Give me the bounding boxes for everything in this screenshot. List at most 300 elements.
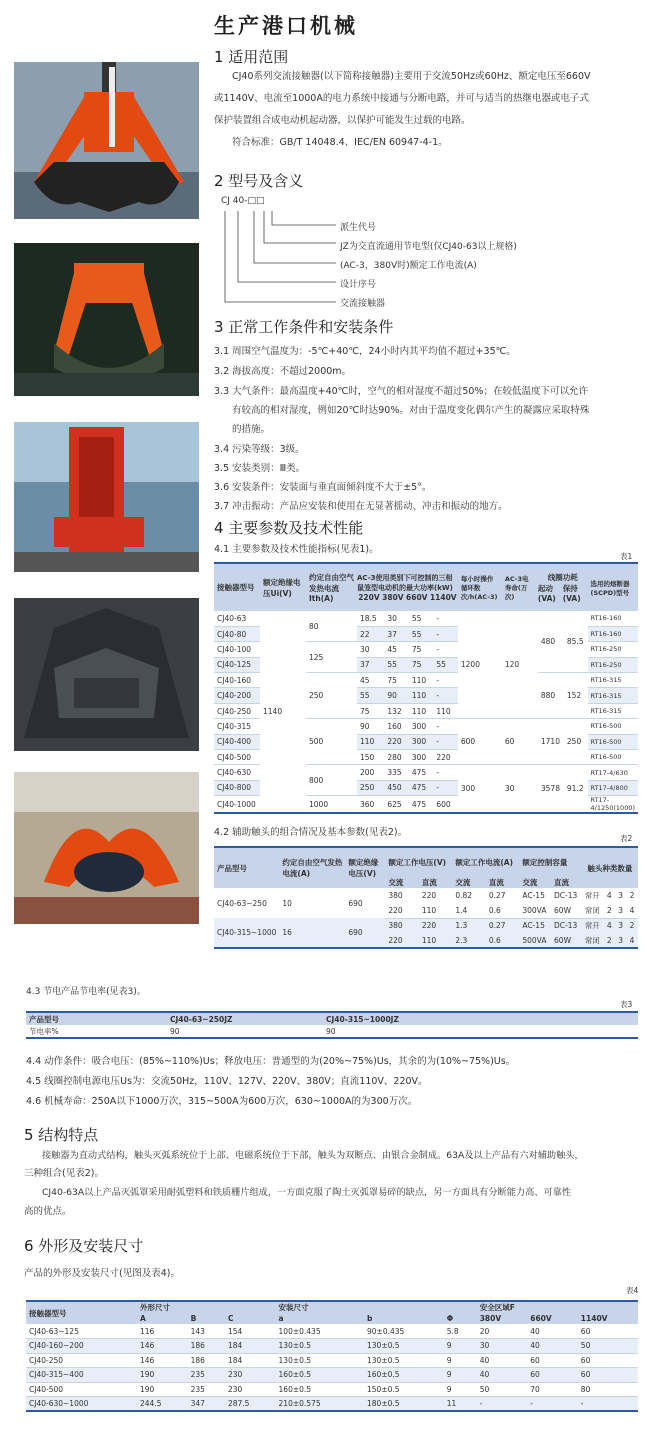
t1-fuse: RT16-500 <box>588 750 638 765</box>
t4-cell: 146 <box>137 1353 188 1368</box>
t1-model: CJ40-125 <box>214 657 260 672</box>
t2-cell: 220 <box>385 903 418 918</box>
t4-cell: 80 <box>578 1382 638 1397</box>
table-1 <box>214 562 638 814</box>
model-label-4: 设计序号 <box>340 280 377 290</box>
t2-cell: 500VA <box>519 933 551 948</box>
t2-cell: 690 <box>348 898 363 908</box>
t4-cell: 40 <box>477 1368 528 1383</box>
t2-h-model: 产品型号 <box>217 863 247 873</box>
t1-fuse: RT16-315 <box>588 673 638 688</box>
t2-cell: 220 <box>421 921 437 931</box>
t4-cell: 210±0.575 <box>276 1397 364 1412</box>
t2-h-cap: 额定控制容量 <box>522 858 568 867</box>
t4-col: a <box>278 1314 284 1323</box>
t1-p660: 300 <box>409 719 434 734</box>
t1-fuse: RT16-500 <box>588 719 638 734</box>
t2-cell: 16 <box>282 928 292 937</box>
t4-cell: CJ40-160~200 <box>26 1339 137 1354</box>
table-1-label: 表1 <box>620 552 633 561</box>
t1-p380: 132 <box>384 703 409 718</box>
t2-h-ie: 额定工作电流(A) <box>455 858 514 867</box>
t1-p660: 475 <box>409 765 434 780</box>
t2-cell: 4 <box>627 903 638 918</box>
t1-p1140: - <box>433 626 458 641</box>
t3-r-0: 节电率% <box>29 1026 59 1036</box>
t1-h-ith: 约定自由空气发热电流Ith(A) <box>309 573 354 603</box>
s4-item-44: 4.4 动作条件：吸合电压：(85%~110%)Us；释放电压：普通型的为(20%~75%)Us，其余的为(10%~75%)Us。 <box>26 1056 516 1067</box>
s5-text-3: CJ40-63A以上产品灭弧罩采用耐弧塑料和铁质栅片组成，一方面克服了陶土灭弧罩易碎的缺点，另一方面具有分断能力高、可靠性 <box>42 1187 572 1198</box>
t4-col: 660V <box>530 1314 552 1323</box>
t1-p1140: - <box>433 734 458 749</box>
table-row <box>26 1368 638 1383</box>
t1-p380: 37 <box>384 626 409 641</box>
t4-cell: 150±0.5 <box>364 1382 444 1397</box>
t4-cell: 20 <box>477 1324 528 1339</box>
t2-cell: 2 <box>604 903 615 918</box>
t2-cell: CJ40-63~250 <box>217 898 267 908</box>
t1-p220: 75 <box>357 703 384 718</box>
t3-r-2: 90 <box>326 1026 336 1036</box>
s3-item-4: 3.4 污染等级：3级。 <box>214 444 305 455</box>
t1-p380: 220 <box>384 734 409 749</box>
t4-cell: 184 <box>225 1339 276 1354</box>
t2-cell: AC-15 <box>522 891 545 900</box>
t1-p1140: 220 <box>433 750 458 765</box>
t4-cell: 235 <box>188 1368 225 1383</box>
t4-cell: 244.5 <box>137 1397 188 1412</box>
t1-ith: 500 <box>306 719 357 765</box>
t4-cell: 40 <box>527 1339 578 1354</box>
t1-p220: 22 <box>357 626 384 641</box>
table-row <box>26 1382 638 1397</box>
t1-model: CJ40-400 <box>214 734 260 749</box>
grab-photo-2 <box>14 243 199 396</box>
table-4-unit: mm <box>624 1298 639 1307</box>
s3-item-3a: 3.3 大气条件：最高温度+40℃时，空气的相对湿度不超过50%；在较低温度下可以允许 <box>214 386 588 397</box>
t4-cell: 40 <box>477 1353 528 1368</box>
t1-fuse: RT16-160 <box>588 626 638 641</box>
section-4-heading: 4 主要参数及技术性能 <box>214 519 364 537</box>
t4-cell: 9 <box>444 1382 477 1397</box>
t2-cell: 2.3 <box>452 933 485 948</box>
t1-p1140: - <box>433 780 458 795</box>
table-4 <box>26 1300 638 1412</box>
t1-p220: 360 <box>357 796 384 814</box>
t4-cell: 9 <box>444 1339 477 1354</box>
t2-cell: 0.6 <box>486 933 520 948</box>
grab-photo-4 <box>14 598 199 751</box>
s4-sub-2: 4.2 辅助触头的组合情况及基本参数(见表2)。 <box>214 827 408 838</box>
t1-volt-660: 660V <box>406 593 428 602</box>
t4-cell: 154 <box>225 1324 276 1339</box>
t2-cell: 380 <box>388 891 403 900</box>
s4-sub-3: 4.3 节电产品节电率(见表3)。 <box>26 987 146 997</box>
t4-h-model: 接触器型号 <box>29 1308 67 1318</box>
t4-cell: 146 <box>137 1339 188 1354</box>
t4-cell: 50 <box>477 1382 528 1397</box>
t2-h-contacts: 触头种类数量 <box>587 863 633 873</box>
t1-model: CJ40-160 <box>214 673 260 688</box>
t2-cell: 60W <box>551 903 582 918</box>
model-label-2: JZ为交直流通用节电型(仅CJ40-63以上规格) <box>340 242 517 252</box>
t1-p380: 450 <box>384 780 409 795</box>
t1-ith: 800 <box>306 765 357 796</box>
t4-cell: 60 <box>578 1368 638 1383</box>
t1-p660: 110 <box>409 688 434 703</box>
t1-p1140: - <box>433 688 458 703</box>
t4-col: 380V <box>479 1314 502 1323</box>
t4-cell: 130±0.5 <box>276 1339 364 1354</box>
s3-item-6: 3.6 安装条件：安装面与垂直面倾斜度不大于±5°。 <box>214 482 432 493</box>
t2-cell: 0.27 <box>488 891 506 900</box>
s5-text-4: 高的优点。 <box>24 1206 72 1217</box>
t2-cell: 2 <box>629 921 635 931</box>
t1-p1140: 55 <box>433 657 458 672</box>
t1-p380: 75 <box>384 673 409 688</box>
t4-cell: CJ40-315~400 <box>26 1368 137 1383</box>
t1-p220: 110 <box>357 734 384 749</box>
s3-item-3b: 有较高的相对湿度，例如20℃时达90%。对由于温度变化偶尔产生的凝露应采取特殊 <box>232 405 590 416</box>
t4-cell: 60 <box>578 1353 638 1368</box>
t1-p660: 55 <box>409 611 434 626</box>
section-6-heading: 6 外形及安装尺寸 <box>24 1237 144 1255</box>
t1-p380: 90 <box>384 688 409 703</box>
table-row <box>26 1353 638 1368</box>
s1-text-1: CJ40系列交流接触器(以下简称接触器)主要用于交流50Hz或60Hz、额定电压至660V <box>232 71 591 82</box>
t1-model: CJ40-630 <box>214 765 260 780</box>
section-5-heading: 5 结构特点 <box>24 1126 99 1144</box>
t1-p660: 300 <box>409 734 434 749</box>
t4-cell: 50 <box>578 1339 638 1354</box>
t1-ops: 600 <box>458 719 502 765</box>
t1-model: CJ40-1000 <box>214 796 260 814</box>
t1-p220: 30 <box>357 642 384 657</box>
section-2-heading: 2 型号及含义 <box>214 172 304 190</box>
t1-p1140: - <box>433 719 458 734</box>
s4-item-46: 4.6 机械寿命：250A以下1000万次，315~500A为600万次，630~1000A的为300万次。 <box>26 1096 418 1107</box>
t1-h-coil: 线圈功耗 <box>547 573 578 582</box>
t2-sub-dc2: 直流 <box>488 878 504 887</box>
t1-h-ui: 额定绝缘电压Ui(V) <box>263 577 301 598</box>
t1-ith: 1000 <box>306 796 357 814</box>
s1-text-3: 保护装置组合成电动机起动器，以保护可能发生过载的电路。 <box>214 115 471 126</box>
t1-p660: 55 <box>409 626 434 641</box>
t3-h-2: CJ40-315~1000JZ <box>326 1014 399 1024</box>
t1-volt-220: 220V <box>358 593 380 602</box>
t1-p1140: 600 <box>433 796 458 814</box>
t2-sub-ac3: 交流 <box>522 878 538 887</box>
t2-cell: 常开 <box>584 921 600 931</box>
grab-photo-3 <box>14 422 199 572</box>
t1-p660: 75 <box>409 657 434 672</box>
t1-fuse: RT16-315 <box>588 688 638 703</box>
t4-cell: CJ40-500 <box>26 1382 137 1397</box>
t4-cell: 5.8 <box>444 1324 477 1339</box>
t1-p1140: - <box>433 673 458 688</box>
t1-p220: 18.5 <box>357 611 384 626</box>
t2-cell: 110 <box>419 903 453 918</box>
t4-cell: 116 <box>137 1324 188 1339</box>
t1-p380: 625 <box>384 796 409 814</box>
t2-cell: 1.4 <box>452 903 485 918</box>
t4-col: B <box>190 1314 197 1323</box>
table-2-label: 表2 <box>620 834 633 843</box>
t1-p660: 300 <box>409 750 434 765</box>
t4-cell: 143 <box>188 1324 225 1339</box>
model-label-1: 派生代号 <box>340 223 377 233</box>
t1-h-model: 接触器型号 <box>217 583 255 592</box>
t1-p220: 37 <box>357 657 384 672</box>
table-row <box>214 888 638 903</box>
t2-cell: 0.6 <box>486 903 520 918</box>
table-3-label: 表3 <box>620 1000 633 1009</box>
t1-p220: 150 <box>357 750 384 765</box>
t2-h-ue: 额定工作电压(V) <box>388 858 447 867</box>
s5-text-1: 接触器为直动式结构，触头灭弧系统位于上部、电磁系统位于下部，触头为双断点、由银合金制成。63A及以上产品有六对辅助触头， <box>42 1150 584 1161</box>
t4-cell: 30 <box>477 1339 528 1354</box>
t1-h-volts <box>357 593 458 602</box>
t2-cell: 3 <box>615 933 626 948</box>
t4-col: 1140V <box>580 1314 608 1323</box>
t4-cell: - <box>578 1397 638 1412</box>
t4-h-outline: 外形尺寸 <box>140 1303 170 1312</box>
t1-life: 60 <box>502 719 538 765</box>
t4-cell: 184 <box>225 1353 276 1368</box>
t2-cell: 10 <box>282 898 292 908</box>
t2-cell: 2 <box>629 891 635 900</box>
t1-life: 30 <box>502 765 538 813</box>
t1-p1140: 110 <box>433 703 458 718</box>
t2-sub-ac1: 交流 <box>388 878 404 887</box>
t1-p380: 55 <box>384 657 409 672</box>
t1-model: CJ40-250 <box>214 703 260 718</box>
t1-fuse: RT16-315 <box>588 703 638 718</box>
t4-cell: CJ40-250 <box>26 1353 137 1368</box>
t4-cell: 190 <box>137 1382 188 1397</box>
t1-p380: 160 <box>384 719 409 734</box>
t2-cell: 常开 <box>584 891 600 900</box>
t4-cell: - <box>527 1397 578 1412</box>
t1-h-coil-sub <box>538 583 588 603</box>
t1-start: 3578 <box>538 765 564 813</box>
t4-cell: 60 <box>578 1324 638 1339</box>
t2-cell: 690 <box>348 928 363 937</box>
s6-sub: 产品的外形及安装尺寸(见图及表4)。 <box>24 1268 180 1279</box>
t1-start: 880 <box>538 673 564 719</box>
t1-p380: 280 <box>384 750 409 765</box>
t2-cell: 常闭 <box>582 933 604 948</box>
t4-cell: 9 <box>444 1353 477 1368</box>
t1-h-power: AC-3使用类别下可控制的三相鼠笼型电动机的最大功率(kW) <box>357 574 453 592</box>
t4-cell: 190 <box>137 1368 188 1383</box>
t2-cell: 2 <box>604 933 615 948</box>
page-title: 生产港口机械 <box>214 14 358 38</box>
t2-cell: 110 <box>419 933 453 948</box>
t1-ops: 1200 <box>458 611 502 719</box>
t1-hold: 91.2 <box>564 765 588 813</box>
t1-hold: 152 <box>564 673 588 719</box>
t4-cell: 160±0.5 <box>276 1368 364 1383</box>
t1-fuse: RT17-4/630 <box>588 765 638 780</box>
s4-item-45: 4.5 线圈控制电源电压Us为：交流50Hz，110V、127V、220V、380V；直流110V、220V。 <box>26 1076 428 1087</box>
t3-h-1: CJ40-63~250JZ <box>170 1014 233 1024</box>
t2-cell: DC-13 <box>554 921 578 931</box>
t4-cell: 40 <box>527 1324 578 1339</box>
t2-h-ui: 额定绝缘电压(V) <box>348 858 379 878</box>
t1-p1140: - <box>433 611 458 626</box>
t1-p660: 475 <box>409 780 434 795</box>
t4-cell: 235 <box>188 1382 225 1397</box>
t2-cell: 4 <box>606 891 612 900</box>
t4-col: Φ <box>446 1314 454 1323</box>
t1-p660: 110 <box>409 703 434 718</box>
t1-p220: 250 <box>357 780 384 795</box>
table-4-label: 表4 <box>626 1286 639 1295</box>
t1-p380: 335 <box>384 765 409 780</box>
t4-h-safe: 安全区域F <box>479 1303 515 1312</box>
t2-h-ith: 约定自由空气发热电流(A) <box>282 858 343 878</box>
t1-fuse: RT16-160 <box>588 611 638 626</box>
t1-ith: 80 <box>306 611 357 642</box>
t1-p220: 55 <box>357 688 384 703</box>
t2-cell: 60W <box>551 933 582 948</box>
s4-sub-1: 4.1 主要参数及技术性能指标(见表1)。 <box>214 544 379 555</box>
t2-sub-dc1: 直流 <box>421 878 437 887</box>
t1-p380: 45 <box>384 642 409 657</box>
t2-cell: 3 <box>618 891 624 900</box>
t1-model: CJ40-80 <box>214 626 260 641</box>
t4-cell: 180±0.5 <box>364 1397 444 1412</box>
t2-cell: 380 <box>388 921 403 931</box>
t1-p380: 30 <box>384 611 409 626</box>
t1-ith: 125 <box>306 642 357 673</box>
model-label-3: (AC-3，380V时)额定工作电流(A) <box>340 261 477 271</box>
t4-cell: 90±0.435 <box>364 1324 444 1339</box>
t1-start: 480 <box>538 611 564 673</box>
t2-cell: 0.27 <box>488 921 506 931</box>
t4-cell: CJ40-630~1000 <box>26 1397 137 1412</box>
t4-cell: 186 <box>188 1339 225 1354</box>
t1-h-life: AC-3电寿命(万次) <box>504 575 529 601</box>
s1-text-2: 或1140V、电流至1000A的电力系统中接通与分断电路，并可与适当的热继电器或电子式 <box>214 93 589 104</box>
t1-fuse: RT16-250 <box>588 642 638 657</box>
table-3 <box>26 1011 638 1039</box>
grab-photo-5 <box>14 772 199 924</box>
t1-ith: 250 <box>306 673 357 719</box>
t2-cell: 1.3 <box>455 921 468 931</box>
s1-standard: 符合标准：GB/T 14048.4、IEC/EN 60947-4-1。 <box>232 137 448 148</box>
s3-item-3c: 的措施。 <box>232 424 271 435</box>
t4-cell: 9 <box>444 1368 477 1383</box>
t4-cell: CJ40-63~125 <box>26 1324 137 1339</box>
t4-cell: 347 <box>188 1397 225 1412</box>
model-code: CJ 40-□□ <box>221 196 265 206</box>
t4-cell: 130±0.5 <box>276 1353 364 1368</box>
t4-cell: 230 <box>225 1368 276 1383</box>
s3-item-1: 3.1 周围空气温度为：-5℃+40℃，24小时内其平均值不超过+35℃。 <box>214 346 516 357</box>
t2-cell: 0.82 <box>455 891 473 900</box>
t2-cell: 常闭 <box>582 903 604 918</box>
t2-cell: 220 <box>385 933 418 948</box>
t2-cell: DC-13 <box>554 891 578 900</box>
table-row <box>26 1324 638 1339</box>
t1-ops: 300 <box>458 765 502 813</box>
t2-cell: 220 <box>421 891 437 900</box>
t1-model: CJ40-800 <box>214 780 260 795</box>
t1-model: CJ40-200 <box>214 688 260 703</box>
t1-p1140: - <box>433 642 458 657</box>
t1-p660: 475 <box>409 796 434 814</box>
t1-start: 1710 <box>538 719 564 765</box>
t4-col: A <box>140 1314 146 1323</box>
t4-cell: 11 <box>444 1397 477 1412</box>
t1-life: 120 <box>502 611 538 719</box>
section-1-heading: 1 适用范围 <box>214 48 289 66</box>
t1-p220: 90 <box>357 719 384 734</box>
s5-text-2: 三种组合(见表2)。 <box>24 1168 104 1179</box>
t1-h-fuse: 选用的熔断器(SCPD)型号 <box>590 579 630 597</box>
t4-col: C <box>227 1314 234 1323</box>
table-row <box>26 1397 638 1412</box>
t2-cell: 4 <box>627 933 638 948</box>
t1-p220: 45 <box>357 673 384 688</box>
t1-model: CJ40-500 <box>214 750 260 765</box>
t3-r-1: 90 <box>170 1026 180 1036</box>
t4-col: b <box>367 1314 373 1323</box>
t1-h-power-group <box>357 563 458 611</box>
t4-cell: 160±0.5 <box>276 1382 364 1397</box>
t4-h-mount: 安装尺寸 <box>278 1303 309 1312</box>
t2-cell: 4 <box>606 921 612 931</box>
t1-h-ops: 每小时操作循环数次/h(AC-3) <box>460 575 498 601</box>
t1-model: CJ40-100 <box>214 642 260 657</box>
t2-cell: 3 <box>618 921 624 931</box>
table-row <box>214 611 638 626</box>
t4-cell: 287.5 <box>225 1397 276 1412</box>
s3-item-5: 3.5 安装类别：Ⅲ类。 <box>214 463 306 474</box>
t1-p660: 75 <box>409 642 434 657</box>
t4-cell: 70 <box>527 1382 578 1397</box>
t4-cell: 230 <box>225 1382 276 1397</box>
t1-p220: 200 <box>357 765 384 780</box>
t4-cell: 160±0.5 <box>364 1368 444 1383</box>
section-3-heading: 3 正常工作条件和安装条件 <box>214 318 394 336</box>
t1-p1140: - <box>433 765 458 780</box>
t1-fuse: RT17-4/800 <box>588 780 638 795</box>
t1-hold: 85.5 <box>564 611 588 673</box>
t4-cell: 130±0.5 <box>364 1339 444 1354</box>
t2-sub-ac2: 交流 <box>455 878 471 887</box>
t1-coil-hold: 保持(VA) <box>562 584 581 603</box>
t1-hold: 250 <box>564 719 588 765</box>
t4-cell: 60 <box>527 1368 578 1383</box>
table-row <box>26 1339 638 1354</box>
s3-item-2: 3.2 海拔高度：不超过2000m。 <box>214 366 352 377</box>
model-diagram-lines <box>214 205 344 310</box>
t4-cell: - <box>477 1397 528 1412</box>
t3-h-0: 产品型号 <box>29 1014 59 1024</box>
table-row <box>214 918 638 933</box>
t1-fuse: RT16-250 <box>588 657 638 672</box>
t1-fuse: RT17-4/1250(1000) <box>588 796 638 814</box>
table-2 <box>214 846 638 949</box>
s3-item-7: 3.7 冲击振动：产品应安装和使用在无显著摇动、冲击和振动的地方。 <box>214 501 508 512</box>
t4-cell: 130±0.5 <box>364 1353 444 1368</box>
grab-photo-1 <box>14 62 199 219</box>
t4-cell: 60 <box>527 1353 578 1368</box>
t1-ui: 1140 <box>260 611 306 813</box>
